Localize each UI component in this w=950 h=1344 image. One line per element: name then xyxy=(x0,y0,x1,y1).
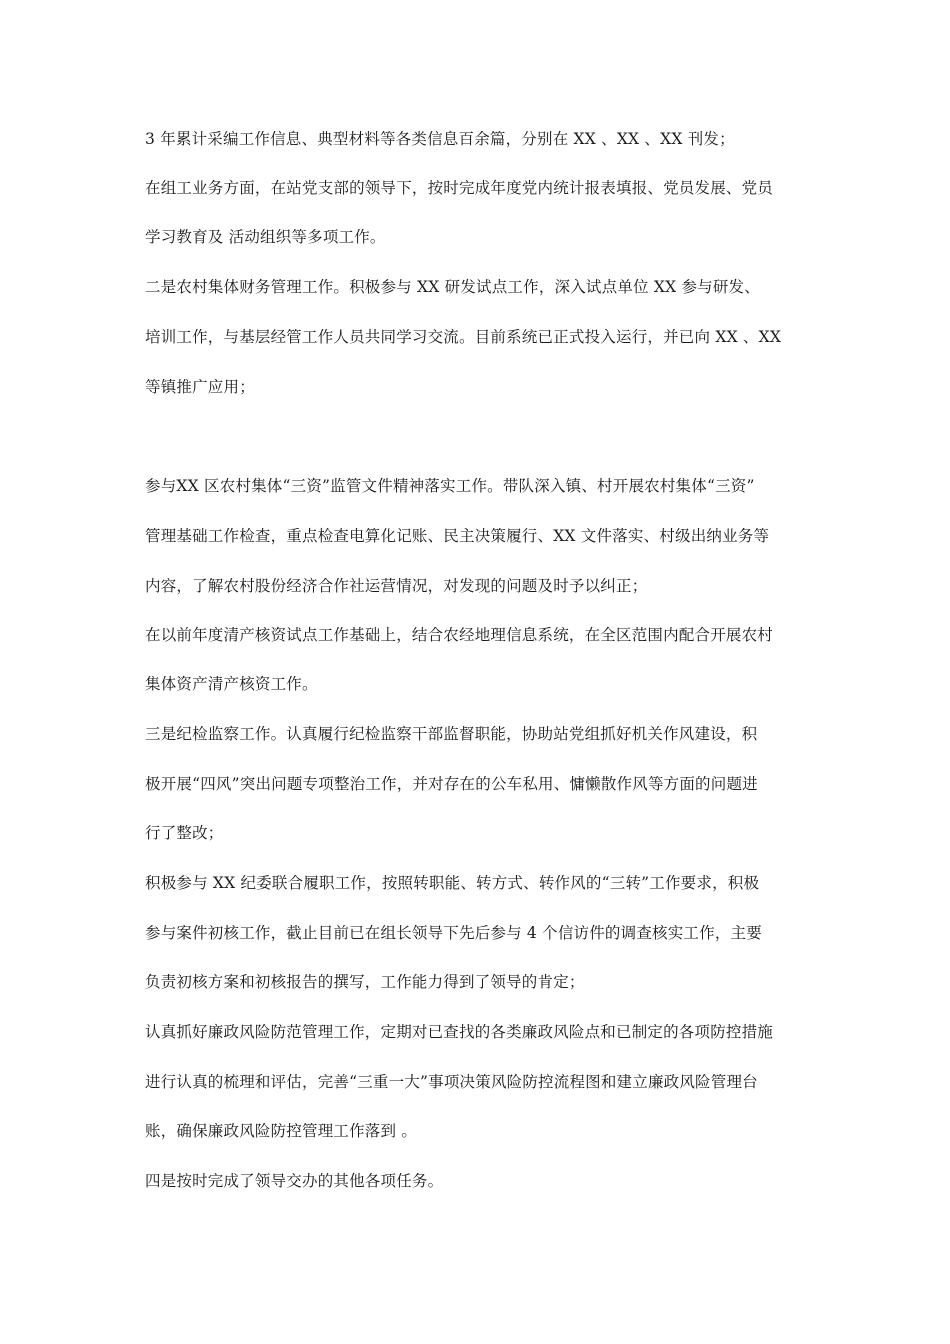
text-line: 学习教育及 活动组织等多项工作。 xyxy=(145,228,386,246)
text-line: 积极参与 XX 纪委联合履职工作，按照转职能、转方式、转作风的“三转”工作要求，积极 xyxy=(145,874,760,892)
text-line: 二是农村集体财务管理工作。积极参与 XX 研发试点工作，深入试点单位 XX 参与研发、 xyxy=(145,278,760,296)
text-line: 在以前年度清产核资试点工作基础上，结合农经地理信息系统，在全区范围内配合开展农村 xyxy=(145,626,774,644)
text-line: 在组工业务方面，在站党支部的领导下，按时完成年度党内统计报表填报、党员发展、党员 xyxy=(145,179,774,197)
text-line: 培训工作，与基层经管工作人员共同学习交流。目前系统已正式投入运行，并已向 XX 、XX xyxy=(145,328,782,346)
text-line: 参与XX 区农村集体“三资”监管文件精神落实工作。带队深入镇、村开展农村集体“三资” xyxy=(145,477,755,495)
text-line: 参与案件初核工作，截止目前已在组长领导下先后参与 4 个信访件的调查核实工作，主要 xyxy=(145,924,762,942)
text-line: 管理基础工作检查，重点检查电算化记账、民主决策履行、XX 文件落实、村级出纳业务等 xyxy=(145,527,770,545)
text-line: 四是按时完成了领导交办的其他各项任务。 xyxy=(145,1172,444,1190)
text-line: 行了整改； xyxy=(145,824,224,842)
text-line: 3 年累计采编工作信息、典型材料等各类信息百余篇，分别在 XX 、XX 、XX 刊发； xyxy=(145,130,735,148)
text-line: 三是纪检监察工作。认真履行纪检监察干部监督职能，协助站党组抓好机关作风建设，积 xyxy=(145,725,758,743)
text-line: 集体资产清产核资工作。 xyxy=(145,675,318,693)
text-line: 内容，了解农村股份经济合作社运营情况，对发现的问题及时予以纠正； xyxy=(145,577,648,595)
text-line: 等镇推广应用； xyxy=(145,378,255,396)
text-line: 极开展“四风”突出问题专项整治工作，并对存在的公车私用、慵懒散作风等方面的问题进 xyxy=(145,775,758,793)
text-line: 进行认真的梳理和评估，完善“三重一大”事项决策风险防控流程图和建立廉政风险管理台 xyxy=(145,1073,758,1091)
text-line: 负责初核方案和初核报告的撰写，工作能力得到了领导的肯定； xyxy=(145,973,585,991)
text-line: 认真抓好廉政风险防范管理工作，定期对已查找的各类廉政风险点和已制定的各项防控措施 xyxy=(145,1023,774,1041)
text-line: 账，确保廉政风险防控管理工作落到 。 xyxy=(145,1122,418,1140)
